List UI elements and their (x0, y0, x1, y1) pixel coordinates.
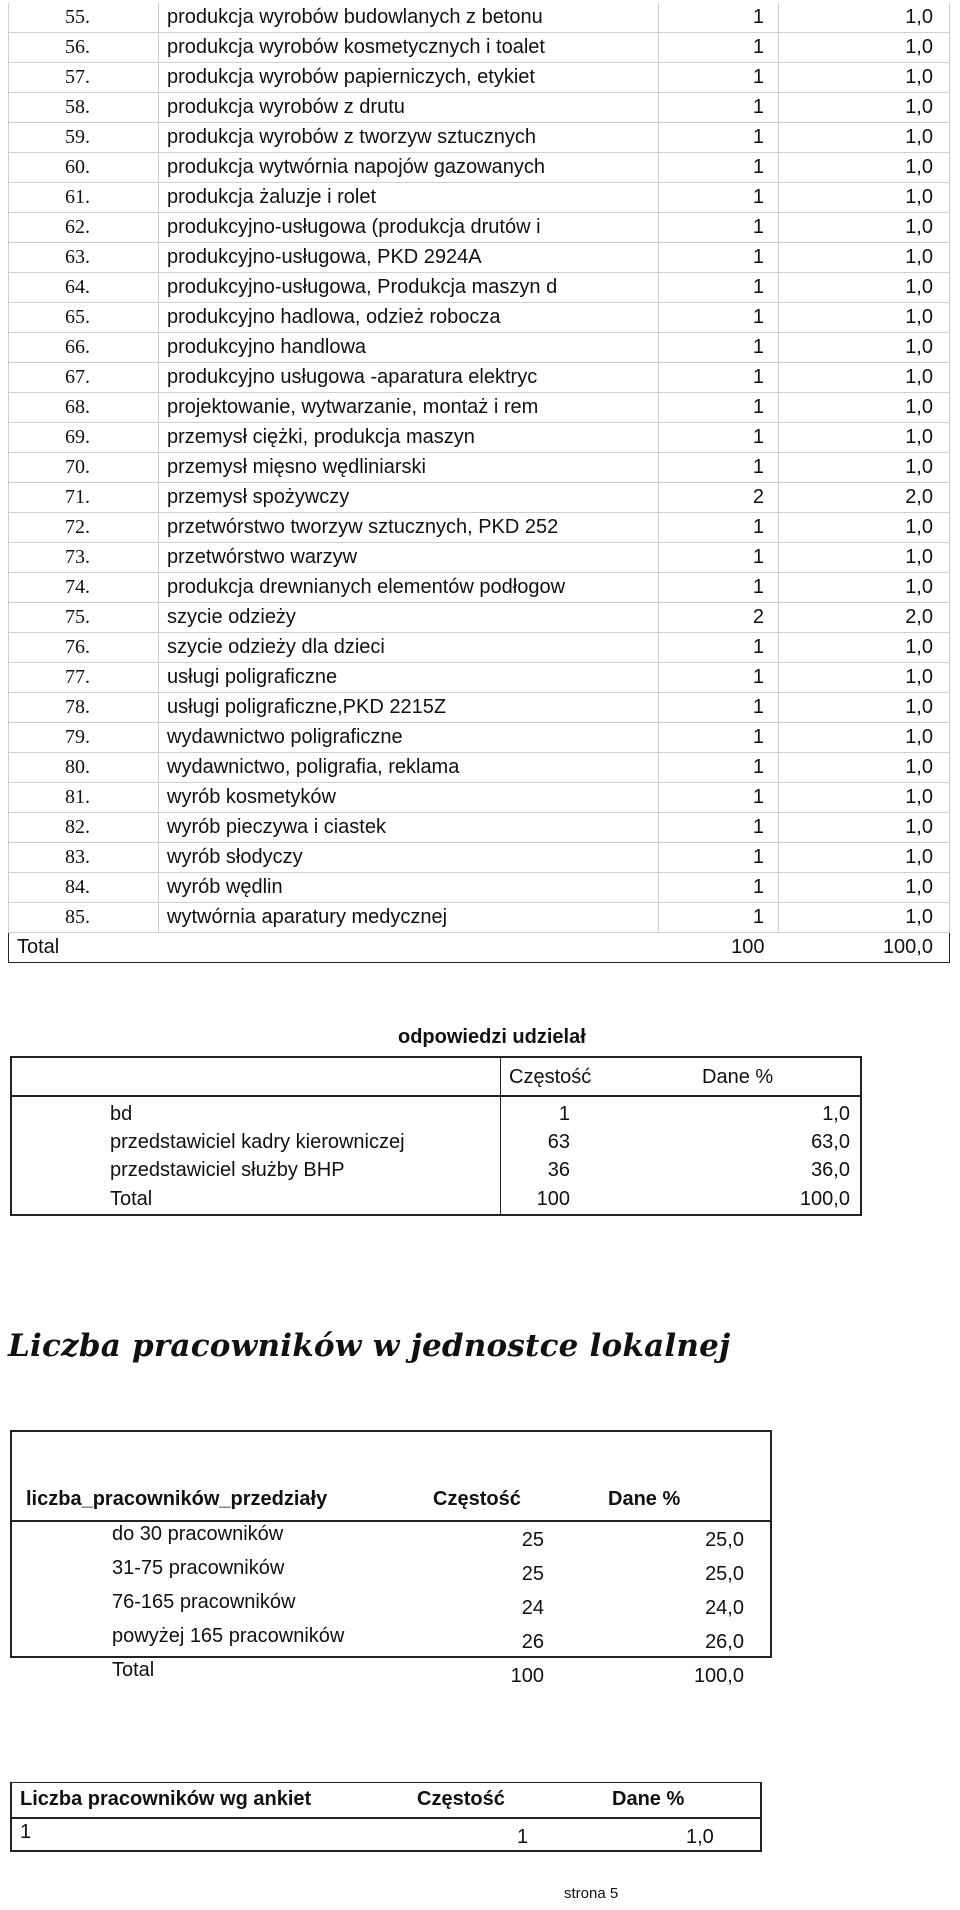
row-count: 1 (659, 33, 779, 63)
row-count: 1 (659, 543, 779, 573)
table-row (12, 1557, 770, 1587)
survey-row-percent: 1,0 (686, 1826, 714, 1848)
row-label: produkcyjno-usługowa (produkcja drutów i (159, 213, 659, 243)
row-number: 81. (9, 783, 159, 813)
column-header-range: liczba_pracowników_przedziały (26, 1488, 328, 1510)
row-label: Total (112, 1659, 155, 1681)
row-count: 1 (659, 573, 779, 603)
row-percent: 36,0 (811, 1159, 850, 1181)
row-number: 68. (9, 393, 159, 423)
column-header-frequency: Częstość (509, 1066, 592, 1088)
industry-frequency-table (8, 3, 950, 963)
row-percent: 1,0 (779, 363, 950, 393)
row-number: 83. (9, 843, 159, 873)
row-label: produkcja wyrobów z drutu (159, 93, 659, 123)
column-header-percent: Dane % (608, 1488, 681, 1510)
row-count: 1 (659, 303, 779, 333)
row-count: 1 (659, 663, 779, 693)
table-row (9, 393, 950, 423)
row-count: 1 (659, 513, 779, 543)
row-count: 1 (659, 453, 779, 483)
total-percent: 100,0 (779, 933, 950, 963)
respondent-table (10, 1056, 862, 1216)
total-count: 100 (659, 933, 779, 963)
row-count: 1 (659, 423, 779, 453)
table-row (9, 243, 950, 273)
table-row (12, 1523, 770, 1553)
table-row (12, 1103, 860, 1133)
row-number: 57. (9, 63, 159, 93)
row-count: 1 (659, 213, 779, 243)
row-number: 61. (9, 183, 159, 213)
row-percent: 1,0 (779, 783, 950, 813)
table-row (9, 33, 950, 63)
row-label: produkcja wyrobów z tworzyw sztucznych (159, 123, 659, 153)
survey-row-label: 1 (20, 1821, 32, 1843)
table-row (9, 693, 950, 723)
table-row (9, 213, 950, 243)
table-row (9, 363, 950, 393)
row-number: 72. (9, 513, 159, 543)
row-label: przetwórstwo tworzyw sztucznych, PKD 252 (159, 513, 659, 543)
table-row (9, 303, 950, 333)
employees-range-table (10, 1430, 772, 1687)
row-label: wyrób słodyczy (159, 843, 659, 873)
row-number: 62. (9, 213, 159, 243)
table-row (9, 603, 950, 633)
column-header-percent: Dane % (702, 1066, 774, 1088)
table-row (12, 1659, 770, 1689)
row-count: 25 (521, 1529, 544, 1551)
column-header-survey: Liczba pracowników wg ankiet (20, 1788, 312, 1810)
survey-row-count: 1 (517, 1826, 529, 1848)
row-count: 1 (659, 63, 779, 93)
row-label: Total (110, 1188, 153, 1210)
table-row (9, 273, 950, 303)
table-row (12, 1625, 770, 1655)
row-count: 63 (547, 1131, 570, 1153)
row-number: 55. (9, 3, 159, 33)
row-number: 73. (9, 543, 159, 573)
row-percent: 1,0 (779, 873, 950, 903)
row-label: usługi poligraficzne (159, 663, 659, 693)
row-percent: 25,0 (705, 1529, 744, 1551)
row-number: 84. (9, 873, 159, 903)
row-count: 36 (547, 1159, 570, 1181)
row-count: 1 (659, 93, 779, 123)
table-row (9, 903, 950, 933)
row-count: 1 (659, 393, 779, 423)
table-row (9, 783, 950, 813)
row-number: 66. (9, 333, 159, 363)
row-percent: 1,0 (779, 843, 950, 873)
row-number: 67. (9, 363, 159, 393)
row-label: produkcyjno-usługowa, Produkcja maszyn d (159, 273, 659, 303)
row-percent: 1,0 (779, 303, 950, 333)
row-number: 74. (9, 573, 159, 603)
row-label: szycie odzieży (159, 603, 659, 633)
row-label: wydawnictwo, poligrafia, reklama (159, 753, 659, 783)
row-count: 1 (659, 363, 779, 393)
page-number: strona 5 (564, 1885, 619, 1902)
row-number: 64. (9, 273, 159, 303)
row-label: przemysł mięsno wędliniarski (159, 453, 659, 483)
row-label: powyżej 165 pracowników (112, 1625, 345, 1647)
row-label: przemysł spożywczy (159, 483, 659, 513)
row-percent: 1,0 (779, 543, 950, 573)
row-label: wyrób kosmetyków (159, 783, 659, 813)
row-percent: 1,0 (779, 273, 950, 303)
row-count: 1 (659, 783, 779, 813)
table-row (9, 183, 950, 213)
row-label: 31-75 pracowników (112, 1557, 285, 1579)
row-count: 1 (659, 693, 779, 723)
row-number: 71. (9, 483, 159, 513)
row-count: 2 (659, 603, 779, 633)
row-percent: 1,0 (779, 243, 950, 273)
section-title: Liczba pracowników w jednostce lokalnej (8, 1328, 731, 1364)
table-row (9, 753, 950, 783)
column-header-percent: Dane % (612, 1788, 685, 1810)
row-percent: 2,0 (779, 603, 950, 633)
respondent-table-caption: odpowiedzi udzielał (398, 1026, 586, 1048)
row-percent: 1,0 (779, 393, 950, 423)
row-label: produkcja wyrobów budowlanych z betonu (159, 3, 659, 33)
row-number: 79. (9, 723, 159, 753)
table-row (9, 63, 950, 93)
row-percent: 1,0 (779, 153, 950, 183)
row-percent: 1,0 (779, 213, 950, 243)
row-percent: 1,0 (779, 453, 950, 483)
row-count: 1 (659, 813, 779, 843)
table-row (9, 873, 950, 903)
table-row (9, 93, 950, 123)
row-count: 1 (659, 633, 779, 663)
row-percent: 1,0 (779, 633, 950, 663)
row-count: 1 (659, 843, 779, 873)
row-percent: 1,0 (779, 663, 950, 693)
row-label: produkcja wyrobów papierniczych, etykiet (159, 63, 659, 93)
table-row (9, 663, 950, 693)
row-label: wyrób wędlin (159, 873, 659, 903)
row-label: produkcja drewnianych elementów podłogow (159, 573, 659, 603)
row-label: 76-165 pracowników (112, 1591, 296, 1613)
row-count: 1 (659, 273, 779, 303)
table-row (9, 3, 950, 33)
row-label: produkcja wyrobów kosmetycznych i toalet (159, 33, 659, 63)
row-percent: 1,0 (779, 33, 950, 63)
table-row (12, 1159, 860, 1189)
row-label: produkcyjno hadlowa, odzież robocza (159, 303, 659, 333)
row-label: produkcyjno-usługowa, PKD 2924A (159, 243, 659, 273)
row-label: wytwórnia aparatury medycznej (159, 903, 659, 933)
row-percent: 1,0 (779, 123, 950, 153)
row-number: 75. (9, 603, 159, 633)
row-percent: 1,0 (779, 513, 950, 543)
table-row (12, 1591, 770, 1621)
row-percent: 25,0 (705, 1563, 744, 1585)
row-count: 1 (659, 243, 779, 273)
row-label: produkcyjno handlowa (159, 333, 659, 363)
row-number: 69. (9, 423, 159, 453)
table-row (12, 1188, 860, 1218)
row-number: 70. (9, 453, 159, 483)
row-label: szycie odzieży dla dzieci (159, 633, 659, 663)
row-label: wyrób pieczywa i ciastek (159, 813, 659, 843)
table-row (9, 573, 950, 603)
row-number: 85. (9, 903, 159, 933)
row-count: 1 (659, 123, 779, 153)
table-row (9, 153, 950, 183)
row-number: 65. (9, 303, 159, 333)
row-count: 1 (659, 153, 779, 183)
row-count: 26 (521, 1631, 544, 1653)
table-row (9, 843, 950, 873)
table-row (9, 813, 950, 843)
row-count: 24 (521, 1597, 544, 1619)
total-row (9, 933, 950, 963)
row-label: produkcyjno usługowa -aparatura elektryc (159, 363, 659, 393)
table-row (9, 423, 950, 453)
row-count: 25 (521, 1563, 544, 1585)
row-label: przedstawiciel służby BHP (110, 1159, 345, 1181)
table-row (9, 453, 950, 483)
row-number: 76. (9, 633, 159, 663)
table-row (9, 633, 950, 663)
row-percent: 1,0 (779, 813, 950, 843)
row-percent: 1,0 (779, 93, 950, 123)
row-label: bd (110, 1103, 133, 1125)
table-row (12, 1131, 860, 1161)
row-label: przemysł ciężki, produkcja maszyn (159, 423, 659, 453)
row-percent: 1,0 (779, 423, 950, 453)
row-count: 2 (659, 483, 779, 513)
table-row (9, 723, 950, 753)
row-percent: 26,0 (705, 1631, 744, 1653)
column-header-frequency: Częstość (417, 1788, 505, 1810)
row-count: 100 (510, 1665, 544, 1687)
row-number: 80. (9, 753, 159, 783)
row-label: przedstawiciel kadry kierowniczej (110, 1131, 405, 1153)
row-percent: 1,0 (779, 3, 950, 33)
row-label: usługi poligraficzne,PKD 2215Z (159, 693, 659, 723)
survey-count-table (10, 1782, 762, 1852)
row-percent: 1,0 (779, 693, 950, 723)
row-percent: 100,0 (693, 1665, 744, 1687)
row-count: 1 (659, 723, 779, 753)
row-percent: 1,0 (822, 1103, 850, 1125)
row-percent: 1,0 (779, 753, 950, 783)
row-percent: 24,0 (705, 1597, 744, 1619)
row-count: 1 (659, 3, 779, 33)
row-label: do 30 pracowników (112, 1523, 284, 1545)
row-label: produkcja żaluzje i rolet (159, 183, 659, 213)
table-row (9, 333, 950, 363)
row-percent: 1,0 (779, 573, 950, 603)
table-row (9, 123, 950, 153)
row-label: przetwórstwo warzyw (159, 543, 659, 573)
row-label: wydawnictwo poligraficzne (159, 723, 659, 753)
row-count: 100 (536, 1188, 570, 1210)
row-label: projektowanie, wytwarzanie, montaż i rem (159, 393, 659, 423)
row-percent: 2,0 (779, 483, 950, 513)
table-row (9, 513, 950, 543)
row-number: 59. (9, 123, 159, 153)
row-number: 77. (9, 663, 159, 693)
row-number: 82. (9, 813, 159, 843)
row-percent: 1,0 (779, 63, 950, 93)
row-number: 63. (9, 243, 159, 273)
column-header-frequency: Częstość (433, 1488, 521, 1510)
row-number: 78. (9, 693, 159, 723)
row-count: 1 (558, 1103, 570, 1125)
row-percent: 1,0 (779, 723, 950, 753)
row-number: 60. (9, 153, 159, 183)
row-number: 56. (9, 33, 159, 63)
row-percent: 1,0 (779, 333, 950, 363)
row-percent: 1,0 (779, 903, 950, 933)
table-row (9, 483, 950, 513)
row-label: produkcja wytwórnia napojów gazowanych (159, 153, 659, 183)
row-percent: 63,0 (811, 1131, 850, 1153)
row-count: 1 (659, 333, 779, 363)
row-count: 1 (659, 753, 779, 783)
row-percent: 1,0 (779, 183, 950, 213)
row-count: 1 (659, 903, 779, 933)
row-percent: 100,0 (799, 1188, 850, 1210)
row-count: 1 (659, 873, 779, 903)
row-count: 1 (659, 183, 779, 213)
total-label: Total (9, 933, 659, 963)
row-number: 58. (9, 93, 159, 123)
table-row (9, 543, 950, 573)
